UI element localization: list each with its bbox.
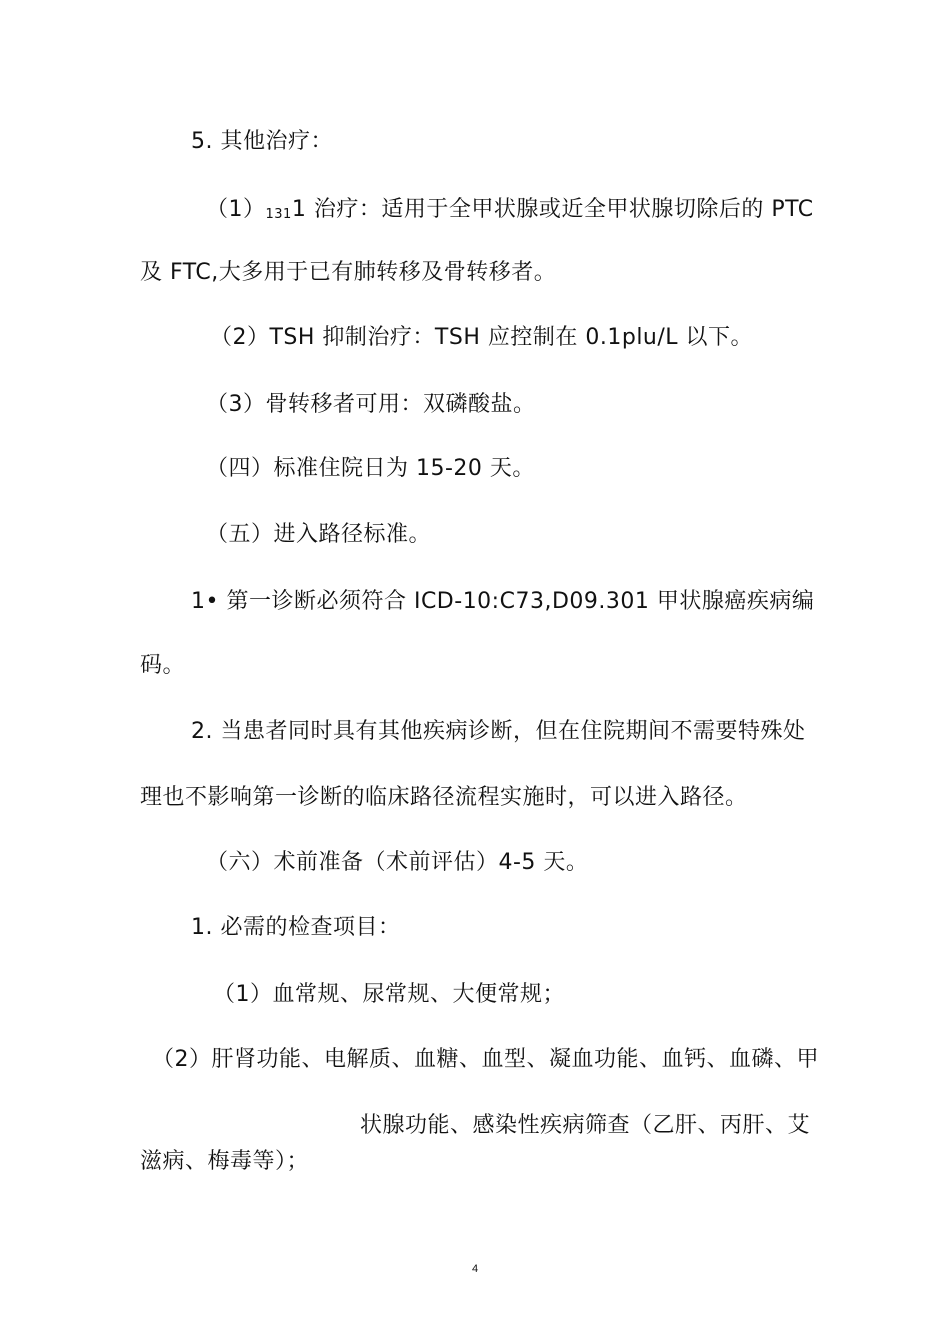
test-item-2-line-2: 状腺功能、感染性疾病筛查（乙肝、丙肝、艾 <box>360 1113 811 1138</box>
isotope-number: 131 <box>265 207 292 222</box>
item-2-tsh: （2）TSH 抑制治疗：TSH 应控制在 0.1plu/L 以下。 <box>210 325 754 350</box>
criteria-2-line-2: 理也不影响第一诊断的临床路径流程实施时，可以进入路径。 <box>140 785 748 810</box>
item-1-marker: （1） <box>206 197 266 222</box>
test-item-1: （1）血常规、尿常规、大便常规； <box>213 982 565 1007</box>
heading-other-treatment: 5. 其他治疗： <box>191 129 333 154</box>
section-4-stay: （四）标准住院日为 15-20 天。 <box>206 456 535 481</box>
item-1-i131-line <box>206 195 814 228</box>
criteria-1-line-1: 1• 第一诊断必须符合 ICD-10:C73,D09.301 甲状腺癌疾病编 <box>191 589 815 614</box>
section-5-criteria: （五）进入路径标准。 <box>206 522 432 547</box>
test-item-2-line-3: 滋病、梅毒等）； <box>140 1149 310 1174</box>
required-tests-heading: 1. 必需的检查项目： <box>191 915 401 940</box>
item-1-continuation: 及 FTC,大多用于已有肺转移及骨转移者。 <box>140 260 557 285</box>
page-number: 4 <box>471 1263 479 1275</box>
section-6-prep: （六）术前准备（术前评估）4-5 天。 <box>206 850 589 875</box>
item-3-bone: （3）骨转移者可用：双磷酸盐。 <box>206 392 536 417</box>
criteria-2-line-1: 2. 当患者同时具有其他疾病诊断，但在住院期间不需要特殊处 <box>191 719 806 744</box>
criteria-1-line-2: 码。 <box>140 653 186 678</box>
item-1-text: 1 治疗：适用于全甲状腺或近全甲状腺切除后的 PTC <box>291 197 814 222</box>
test-item-2-line-1: （2）肝肾功能、电解质、血糖、血型、凝血功能、血钙、血磷、甲 <box>152 1047 819 1072</box>
